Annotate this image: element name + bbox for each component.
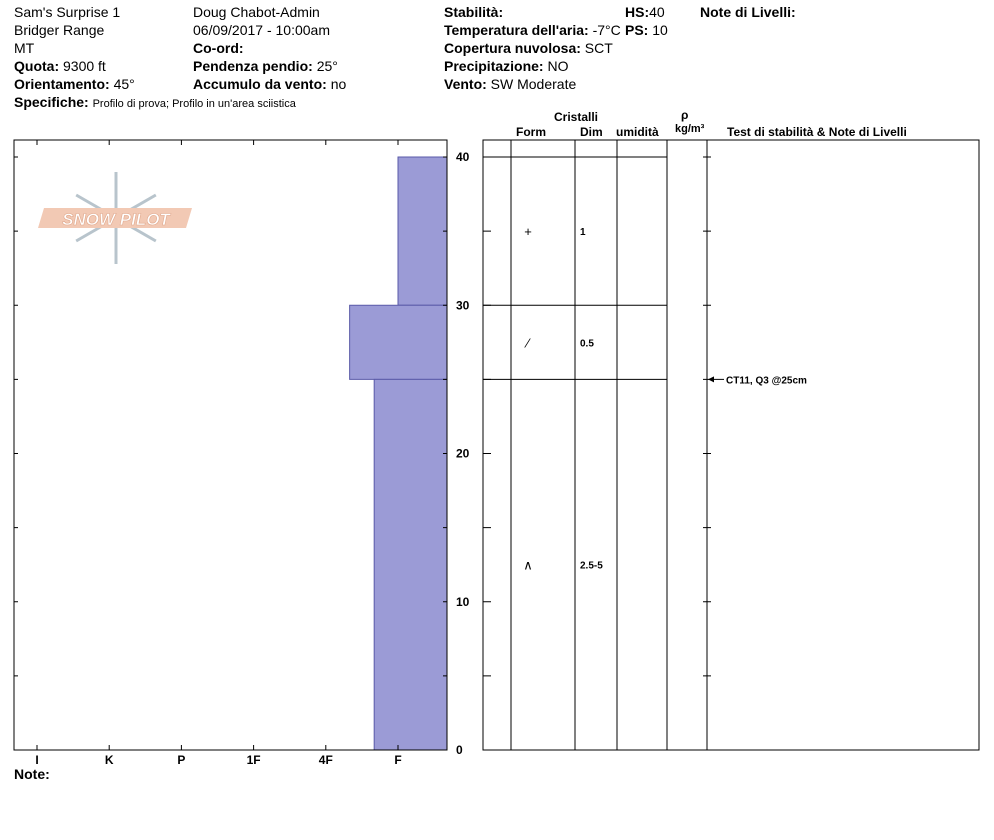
depth-tick-label: 20 bbox=[456, 446, 470, 461]
depth-tick-label: 40 bbox=[456, 150, 470, 164]
wind-load-value: no bbox=[330, 76, 347, 92]
humidity-header: umidità bbox=[616, 125, 659, 139]
hardness-tick-label: 4F bbox=[318, 753, 333, 767]
aspect-label: Orientamento: bbox=[14, 76, 110, 92]
cloud-value: SCT bbox=[584, 40, 613, 56]
wind-value: SW Moderate bbox=[490, 76, 577, 92]
crystal-size: 0.5 bbox=[580, 338, 594, 350]
range-name: Bridger Range bbox=[14, 22, 105, 38]
crystals-header: Cristalli bbox=[554, 110, 599, 124]
hs-value: 40 bbox=[649, 4, 665, 20]
crystal-form-symbol: + bbox=[524, 224, 532, 240]
tests-header: Test di stabilità & Note di Livelli bbox=[727, 125, 907, 139]
density-unit-header: kg/m³ bbox=[675, 123, 705, 135]
crystal-form-symbol: ∧ bbox=[523, 557, 533, 573]
specifics-value: Profilo di prova; Profilo in un'area sciistica bbox=[92, 98, 296, 110]
hardness-tick-label: F bbox=[394, 753, 402, 767]
crystal-form-symbol: ⁄ bbox=[526, 335, 530, 351]
dim-header: Dim bbox=[580, 125, 603, 139]
layer-notes-label: Note di Livelli: bbox=[700, 4, 796, 20]
hs-label: HS: bbox=[625, 4, 650, 20]
depth-tick-label: 10 bbox=[456, 594, 470, 609]
air-temp-value: -7°C bbox=[592, 22, 621, 38]
hardness-tick-label: P bbox=[177, 753, 186, 767]
stability-label: Stabilità: bbox=[444, 4, 504, 20]
hardness-bar bbox=[350, 305, 447, 379]
wind-load-label: Accumulo da vento: bbox=[193, 76, 327, 92]
layers-table-frame bbox=[483, 140, 979, 750]
depth-tick-label: 0 bbox=[456, 743, 463, 757]
air-temp-label: Temperatura dell'aria: bbox=[444, 22, 589, 38]
snowpilot-logo bbox=[38, 172, 192, 264]
crystal-size: 1 bbox=[580, 227, 586, 239]
form-header: Form bbox=[516, 125, 546, 139]
hardness-tick-label: K bbox=[104, 753, 114, 767]
datetime: 06/09/2017 - 10:00am bbox=[193, 22, 330, 38]
coord-label: Co-ord: bbox=[193, 40, 244, 56]
elevation-label: Quota: bbox=[14, 58, 60, 74]
stability-test-arrowhead bbox=[708, 376, 714, 382]
state-name: MT bbox=[14, 40, 35, 56]
cloud-label: Copertura nuvolosa: bbox=[444, 40, 581, 56]
precip-value: NO bbox=[547, 58, 569, 74]
notes-label: Note: bbox=[14, 766, 50, 782]
ps-label: PS: bbox=[625, 22, 649, 38]
precip-label: Precipitazione: bbox=[444, 58, 544, 74]
hardness-tick-label: I bbox=[35, 753, 39, 767]
crystal-size: 2.5-5 bbox=[580, 560, 603, 572]
site-name: Sam's Surprise 1 bbox=[14, 4, 121, 20]
observer: Doug Chabot-Admin bbox=[193, 4, 320, 20]
stability-test-label: CT11, Q3 @25cm bbox=[726, 375, 807, 387]
hardness-bar bbox=[374, 379, 447, 750]
hardness-tick-label: 1F bbox=[246, 753, 261, 767]
logo-text: SNOW PILOT bbox=[62, 210, 170, 229]
slope-value: 25° bbox=[316, 58, 338, 74]
depth-tick-label: 30 bbox=[456, 298, 470, 313]
aspect-value: 45° bbox=[113, 76, 135, 92]
hardness-bar bbox=[398, 157, 447, 305]
wind-label: Vento: bbox=[444, 76, 487, 92]
slope-label: Pendenza pendio: bbox=[193, 58, 313, 74]
elevation-value: 9300 ft bbox=[63, 58, 106, 74]
rho-header: ρ bbox=[681, 108, 689, 122]
ps-value: 10 bbox=[652, 22, 668, 38]
specifics-label: Specifiche: bbox=[14, 94, 89, 110]
